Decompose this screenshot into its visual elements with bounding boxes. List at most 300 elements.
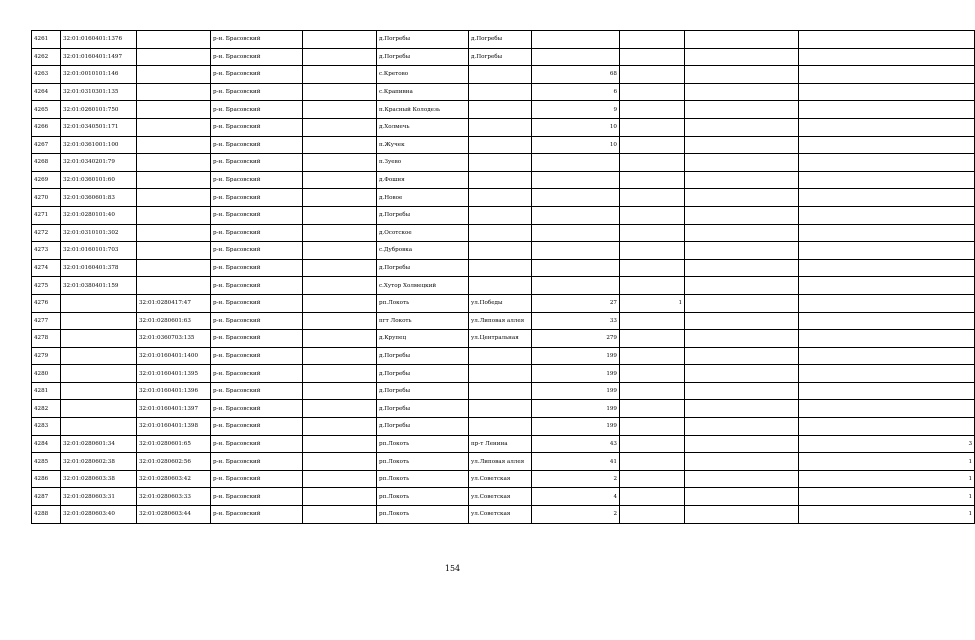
house-number-cell: 2: [532, 470, 620, 488]
cadastral-number-cell: 32:01:0160401:378: [61, 259, 137, 277]
related-cadastral-number-cell: 32:01:0280603:33: [137, 488, 211, 506]
row-number-cell: 4279: [32, 347, 61, 365]
district-cell: р-н. Брасовский: [211, 506, 303, 524]
street-cell: ул.Победы: [469, 294, 532, 312]
cadastral-number-cell: [61, 347, 137, 365]
district-cell: р-н. Брасовский: [211, 453, 303, 471]
district-cell: р-н. Брасовский: [211, 330, 303, 348]
municipality-cell: [303, 347, 377, 365]
building-cell: [620, 277, 685, 295]
row-number-cell: 4288: [32, 506, 61, 524]
count-cell: [799, 312, 975, 330]
house-number-cell: 6: [532, 83, 620, 101]
house-number-cell: [532, 154, 620, 172]
settlement-cell: рп.Локоть: [377, 506, 469, 524]
related-cadastral-number-cell: [137, 136, 211, 154]
row-number-cell: 4266: [32, 118, 61, 136]
apartment-cell: [685, 48, 799, 66]
cadastral-number-cell: 32:01:0010101:146: [61, 66, 137, 84]
related-cadastral-number-cell: [137, 277, 211, 295]
row-number-cell: 4285: [32, 453, 61, 471]
count-cell: [799, 382, 975, 400]
settlement-cell: п.Жучек: [377, 136, 469, 154]
count-cell: [799, 347, 975, 365]
municipality-cell: [303, 330, 377, 348]
table-row: [32, 136, 975, 154]
building-cell: [620, 224, 685, 242]
related-cadastral-number-cell: [137, 224, 211, 242]
street-cell: ул.Советская: [469, 488, 532, 506]
cadastral-number-cell: 32:01:0160101:703: [61, 242, 137, 260]
apartment-cell: [685, 470, 799, 488]
cadastral-number-cell: 32:01:0340201:79: [61, 154, 137, 172]
cadastral-number-cell: 32:01:0360101:60: [61, 171, 137, 189]
cadastral-number-cell: 32:01:0310301:135: [61, 83, 137, 101]
building-cell: [620, 259, 685, 277]
building-cell: [620, 453, 685, 471]
house-number-cell: [532, 277, 620, 295]
apartment-cell: [685, 101, 799, 119]
cadastral-number-cell: 32:01:0260101:750: [61, 101, 137, 119]
house-number-cell: 43: [532, 435, 620, 453]
table-row: [32, 224, 975, 242]
house-number-cell: 10: [532, 118, 620, 136]
municipality-cell: [303, 488, 377, 506]
settlement-cell: рп.Локоть: [377, 294, 469, 312]
table-row: [32, 435, 975, 453]
building-cell: [620, 242, 685, 260]
registry-table: [31, 30, 975, 524]
municipality-cell: [303, 48, 377, 66]
related-cadastral-number-cell: 32:01:0280603:44: [137, 506, 211, 524]
row-number-cell: 4287: [32, 488, 61, 506]
related-cadastral-number-cell: 32:01:0160401:1398: [137, 418, 211, 436]
count-cell: 1: [799, 488, 975, 506]
settlement-cell: с.Хутор Холмецкий: [377, 277, 469, 295]
street-cell: ул.Центральная: [469, 330, 532, 348]
street-cell: [469, 101, 532, 119]
row-number-cell: 4264: [32, 83, 61, 101]
apartment-cell: [685, 312, 799, 330]
municipality-cell: [303, 400, 377, 418]
street-cell: д.Погребы: [469, 31, 532, 49]
apartment-cell: [685, 277, 799, 295]
house-number-cell: 199: [532, 347, 620, 365]
count-cell: [799, 365, 975, 383]
row-number-cell: 4275: [32, 277, 61, 295]
building-cell: 1: [620, 294, 685, 312]
related-cadastral-number-cell: [137, 48, 211, 66]
municipality-cell: [303, 154, 377, 172]
street-cell: [469, 259, 532, 277]
cadastral-number-cell: 32:01:0280602:38: [61, 453, 137, 471]
count-cell: [799, 224, 975, 242]
count-cell: 1: [799, 453, 975, 471]
house-number-cell: [532, 242, 620, 260]
apartment-cell: [685, 365, 799, 383]
house-number-cell: [532, 224, 620, 242]
settlement-cell: д.Крупец: [377, 330, 469, 348]
row-number-cell: 4280: [32, 365, 61, 383]
street-cell: [469, 189, 532, 207]
municipality-cell: [303, 418, 377, 436]
table-row: [32, 83, 975, 101]
settlement-cell: рп.Локоть: [377, 435, 469, 453]
district-cell: р-н. Брасовский: [211, 277, 303, 295]
municipality-cell: [303, 382, 377, 400]
settlement-cell: рп.Локоть: [377, 453, 469, 471]
street-cell: д.Погребы: [469, 48, 532, 66]
district-cell: р-н. Брасовский: [211, 242, 303, 260]
settlement-cell: д.Погребы: [377, 382, 469, 400]
house-number-cell: [532, 259, 620, 277]
building-cell: [620, 101, 685, 119]
house-number-cell: [532, 189, 620, 207]
municipality-cell: [303, 224, 377, 242]
municipality-cell: [303, 189, 377, 207]
apartment-cell: [685, 154, 799, 172]
street-cell: ул.Советская: [469, 506, 532, 524]
row-number-cell: 4276: [32, 294, 61, 312]
house-number-cell: 199: [532, 365, 620, 383]
count-cell: [799, 66, 975, 84]
district-cell: р-н. Брасовский: [211, 400, 303, 418]
cadastral-number-cell: 32:01:0280603:40: [61, 506, 137, 524]
settlement-cell: рп.Локоть: [377, 470, 469, 488]
building-cell: [620, 31, 685, 49]
related-cadastral-number-cell: [137, 154, 211, 172]
district-cell: р-н. Брасовский: [211, 294, 303, 312]
house-number-cell: 199: [532, 418, 620, 436]
cadastral-number-cell: 32:01:0160401:1376: [61, 31, 137, 49]
count-cell: [799, 101, 975, 119]
municipality-cell: [303, 83, 377, 101]
municipality-cell: [303, 171, 377, 189]
row-number-cell: 4273: [32, 242, 61, 260]
municipality-cell: [303, 101, 377, 119]
municipality-cell: [303, 206, 377, 224]
house-number-cell: 68: [532, 66, 620, 84]
count-cell: [799, 400, 975, 418]
house-number-cell: 27: [532, 294, 620, 312]
municipality-cell: [303, 365, 377, 383]
building-cell: [620, 330, 685, 348]
settlement-cell: п.Зуево: [377, 154, 469, 172]
cadastral-number-cell: [61, 365, 137, 383]
apartment-cell: [685, 488, 799, 506]
table-row: [32, 31, 975, 49]
municipality-cell: [303, 435, 377, 453]
house-number-cell: 2: [532, 506, 620, 524]
apartment-cell: [685, 294, 799, 312]
street-cell: [469, 206, 532, 224]
municipality-cell: [303, 136, 377, 154]
count-cell: [799, 171, 975, 189]
row-number-cell: 4268: [32, 154, 61, 172]
apartment-cell: [685, 330, 799, 348]
municipality-cell: [303, 66, 377, 84]
street-cell: [469, 277, 532, 295]
apartment-cell: [685, 206, 799, 224]
apartment-cell: [685, 347, 799, 365]
street-cell: [469, 382, 532, 400]
building-cell: [620, 418, 685, 436]
table-row: [32, 418, 975, 436]
settlement-cell: д.Погребы: [377, 347, 469, 365]
apartment-cell: [685, 506, 799, 524]
row-number-cell: 4282: [32, 400, 61, 418]
related-cadastral-number-cell: 32:01:0280601:63: [137, 312, 211, 330]
street-cell: [469, 224, 532, 242]
count-cell: [799, 277, 975, 295]
street-cell: [469, 418, 532, 436]
street-cell: [469, 136, 532, 154]
row-number-cell: 4269: [32, 171, 61, 189]
building-cell: [620, 506, 685, 524]
table-row: [32, 189, 975, 207]
table-row: [32, 400, 975, 418]
table-row: [32, 488, 975, 506]
row-number-cell: 4263: [32, 66, 61, 84]
table-row: [32, 365, 975, 383]
building-cell: [620, 66, 685, 84]
building-cell: [620, 206, 685, 224]
cadastral-number-cell: [61, 382, 137, 400]
district-cell: р-н. Брасовский: [211, 488, 303, 506]
table-row: [32, 382, 975, 400]
municipality-cell: [303, 294, 377, 312]
table-row: [32, 259, 975, 277]
cadastral-number-cell: 32:01:0361001:100: [61, 136, 137, 154]
row-number-cell: 4272: [32, 224, 61, 242]
settlement-cell: пгт Локоть: [377, 312, 469, 330]
cadastral-number-cell: [61, 418, 137, 436]
count-cell: [799, 154, 975, 172]
house-number-cell: [532, 48, 620, 66]
municipality-cell: [303, 31, 377, 49]
building-cell: [620, 347, 685, 365]
table-row: [32, 312, 975, 330]
count-cell: 3: [799, 435, 975, 453]
apartment-cell: [685, 435, 799, 453]
district-cell: р-н. Брасовский: [211, 365, 303, 383]
district-cell: р-н. Брасовский: [211, 136, 303, 154]
row-number-cell: 4283: [32, 418, 61, 436]
related-cadastral-number-cell: [137, 101, 211, 119]
cadastral-number-cell: 32:01:0280603:31: [61, 488, 137, 506]
related-cadastral-number-cell: [137, 31, 211, 49]
settlement-cell: с.Крапивна: [377, 83, 469, 101]
table-row: [32, 66, 975, 84]
house-number-cell: 199: [532, 382, 620, 400]
related-cadastral-number-cell: 32:01:0160401:1395: [137, 365, 211, 383]
house-number-cell: [532, 31, 620, 49]
row-number-cell: 4265: [32, 101, 61, 119]
apartment-cell: [685, 118, 799, 136]
apartment-cell: [685, 400, 799, 418]
house-number-cell: [532, 206, 620, 224]
settlement-cell: д.Погребы: [377, 365, 469, 383]
count-cell: [799, 118, 975, 136]
street-cell: [469, 400, 532, 418]
district-cell: р-н. Брасовский: [211, 347, 303, 365]
street-cell: [469, 118, 532, 136]
row-number-cell: 4274: [32, 259, 61, 277]
building-cell: [620, 470, 685, 488]
apartment-cell: [685, 259, 799, 277]
count-cell: 1: [799, 470, 975, 488]
related-cadastral-number-cell: 32:01:0360703:135: [137, 330, 211, 348]
district-cell: р-н. Брасовский: [211, 83, 303, 101]
building-cell: [620, 382, 685, 400]
house-number-cell: 4: [532, 488, 620, 506]
apartment-cell: [685, 66, 799, 84]
table-row: [32, 118, 975, 136]
street-cell: [469, 154, 532, 172]
cadastral-number-cell: [61, 312, 137, 330]
district-cell: р-н. Брасовский: [211, 66, 303, 84]
related-cadastral-number-cell: [137, 83, 211, 101]
count-cell: [799, 83, 975, 101]
cadastral-number-cell: 32:01:0280101:40: [61, 206, 137, 224]
house-number-cell: 9: [532, 101, 620, 119]
apartment-cell: [685, 31, 799, 49]
table-row: [32, 453, 975, 471]
table-row: [32, 171, 975, 189]
house-number-cell: [532, 171, 620, 189]
related-cadastral-number-cell: [137, 242, 211, 260]
related-cadastral-number-cell: [137, 206, 211, 224]
count-cell: [799, 242, 975, 260]
row-number-cell: 4270: [32, 189, 61, 207]
municipality-cell: [303, 506, 377, 524]
building-cell: [620, 48, 685, 66]
district-cell: р-н. Брасовский: [211, 206, 303, 224]
cadastral-number-cell: [61, 330, 137, 348]
count-cell: [799, 189, 975, 207]
row-number-cell: 4277: [32, 312, 61, 330]
building-cell: [620, 488, 685, 506]
table-row: [32, 470, 975, 488]
apartment-cell: [685, 418, 799, 436]
district-cell: р-н. Брасовский: [211, 312, 303, 330]
settlement-cell: д.Холмечь: [377, 118, 469, 136]
table-row: [32, 294, 975, 312]
house-number-cell: 10: [532, 136, 620, 154]
building-cell: [620, 136, 685, 154]
building-cell: [620, 83, 685, 101]
building-cell: [620, 171, 685, 189]
related-cadastral-number-cell: [137, 118, 211, 136]
house-number-cell: 33: [532, 312, 620, 330]
building-cell: [620, 154, 685, 172]
table-row: [32, 154, 975, 172]
municipality-cell: [303, 470, 377, 488]
district-cell: р-н. Брасовский: [211, 382, 303, 400]
count-cell: [799, 294, 975, 312]
settlement-cell: д.Погребы: [377, 206, 469, 224]
municipality-cell: [303, 118, 377, 136]
row-number-cell: 4281: [32, 382, 61, 400]
row-number-cell: 4286: [32, 470, 61, 488]
district-cell: р-н. Брасовский: [211, 154, 303, 172]
district-cell: р-н. Брасовский: [211, 259, 303, 277]
related-cadastral-number-cell: 32:01:0280603:42: [137, 470, 211, 488]
related-cadastral-number-cell: 32:01:0160401:1396: [137, 382, 211, 400]
street-cell: [469, 171, 532, 189]
apartment-cell: [685, 171, 799, 189]
settlement-cell: д.Новое: [377, 189, 469, 207]
building-cell: [620, 435, 685, 453]
apartment-cell: [685, 136, 799, 154]
row-number-cell: 4261: [32, 31, 61, 49]
street-cell: ул.Липовая аллея: [469, 312, 532, 330]
row-number-cell: 4271: [32, 206, 61, 224]
house-number-cell: 199: [532, 400, 620, 418]
district-cell: р-н. Брасовский: [211, 224, 303, 242]
apartment-cell: [685, 453, 799, 471]
cadastral-number-cell: 32:01:0380401:159: [61, 277, 137, 295]
table-row: [32, 242, 975, 260]
count-cell: [799, 206, 975, 224]
table-row: [32, 101, 975, 119]
cadastral-number-cell: 32:01:0310101:302: [61, 224, 137, 242]
building-cell: [620, 118, 685, 136]
count-cell: [799, 330, 975, 348]
settlement-cell: д.Погребы: [377, 48, 469, 66]
municipality-cell: [303, 312, 377, 330]
table-row: [32, 506, 975, 524]
district-cell: р-н. Брасовский: [211, 435, 303, 453]
street-cell: пр-т Ленина: [469, 435, 532, 453]
settlement-cell: с.Дубровка: [377, 242, 469, 260]
settlement-cell: д.Погребы: [377, 418, 469, 436]
district-cell: р-н. Брасовский: [211, 189, 303, 207]
settlement-cell: с.Кретово: [377, 66, 469, 84]
street-cell: ул.Липовая аллея: [469, 453, 532, 471]
cadastral-number-cell: 32:01:0280601:34: [61, 435, 137, 453]
street-cell: [469, 242, 532, 260]
related-cadastral-number-cell: [137, 259, 211, 277]
registry-table-body: [32, 31, 975, 524]
cadastral-number-cell: 32:01:0340501:171: [61, 118, 137, 136]
page-number: 154: [444, 564, 461, 573]
municipality-cell: [303, 242, 377, 260]
count-cell: [799, 259, 975, 277]
district-cell: р-н. Брасовский: [211, 470, 303, 488]
count-cell: 1: [799, 506, 975, 524]
municipality-cell: [303, 259, 377, 277]
building-cell: [620, 312, 685, 330]
building-cell: [620, 365, 685, 383]
settlement-cell: п.Красный Колодезь: [377, 101, 469, 119]
district-cell: р-н. Брасовский: [211, 31, 303, 49]
settlement-cell: д.Погребы: [377, 400, 469, 418]
related-cadastral-number-cell: [137, 66, 211, 84]
street-cell: [469, 66, 532, 84]
district-cell: р-н. Брасовский: [211, 48, 303, 66]
district-cell: р-н. Брасовский: [211, 118, 303, 136]
street-cell: [469, 83, 532, 101]
table-row: [32, 206, 975, 224]
house-number-cell: 279: [532, 330, 620, 348]
related-cadastral-number-cell: 32:01:0280602:56: [137, 453, 211, 471]
building-cell: [620, 189, 685, 207]
count-cell: [799, 31, 975, 49]
related-cadastral-number-cell: 32:01:0280417:47: [137, 294, 211, 312]
municipality-cell: [303, 453, 377, 471]
apartment-cell: [685, 83, 799, 101]
